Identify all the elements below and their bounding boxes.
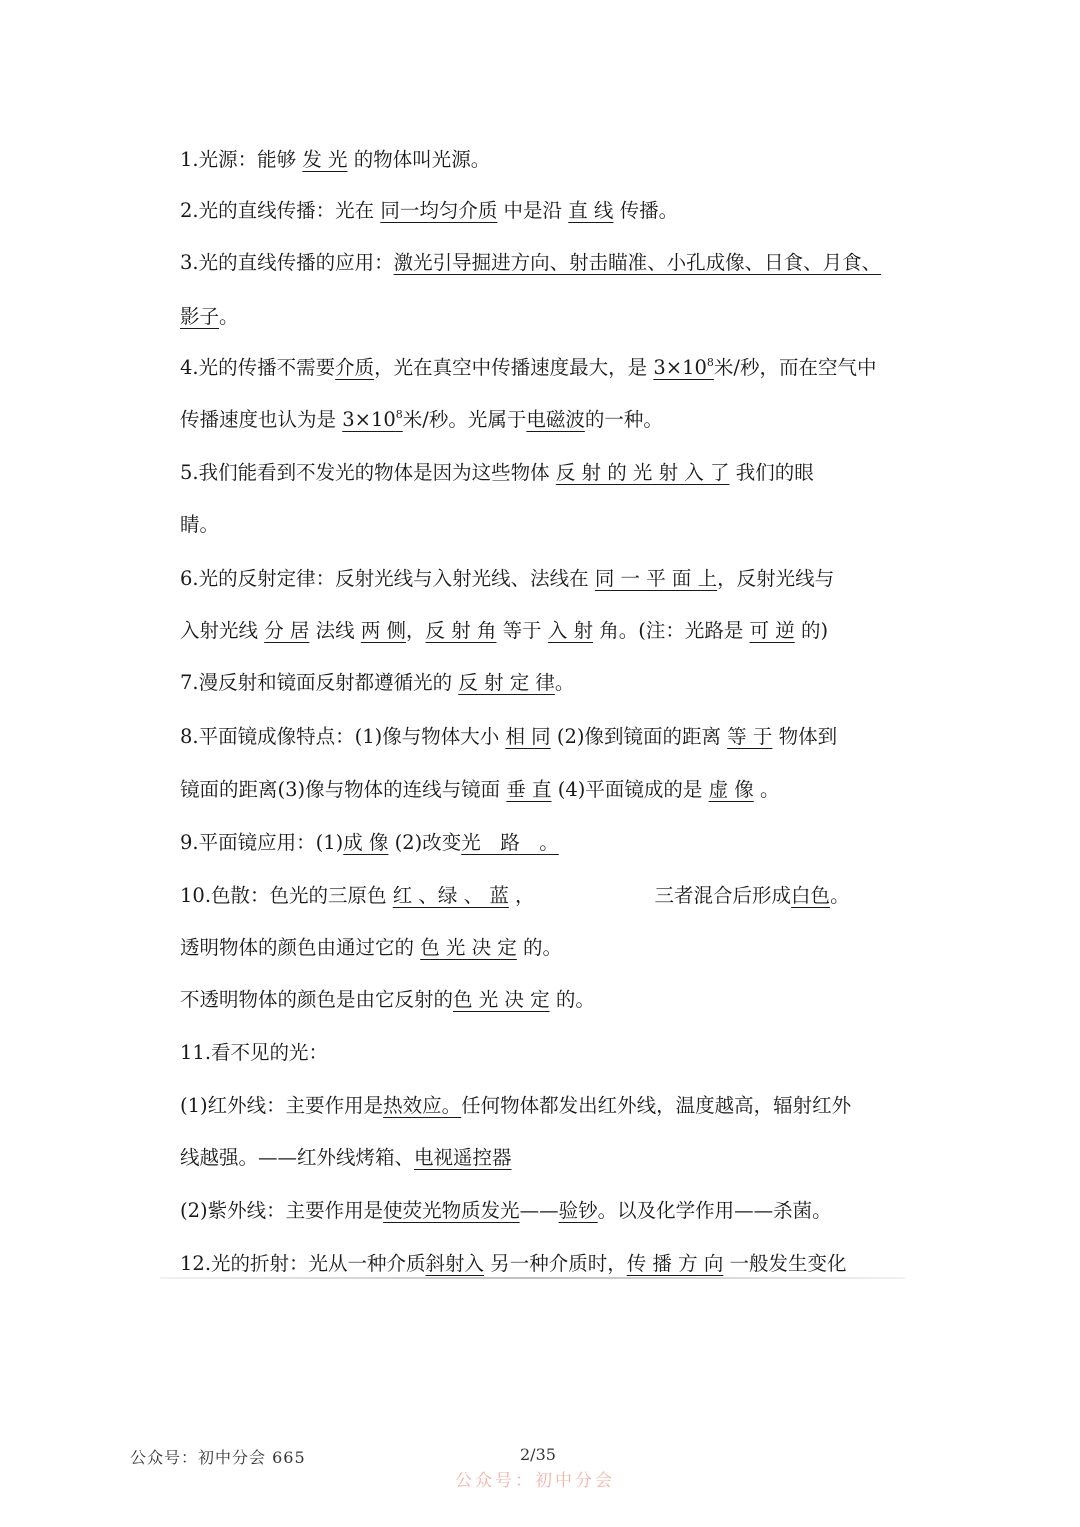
page-number: 2/35 xyxy=(520,1445,556,1464)
blank-answer: 垂 直 xyxy=(506,778,552,801)
blank-answer: 相 同 xyxy=(505,725,551,748)
item-3-cont: 影子。 xyxy=(180,305,239,328)
blank-answer: 红 、绿 、 蓝 xyxy=(392,884,509,907)
item-6-cont: 入射光线 分 居 法线 两 侧，反 射 角 等于 入 射 角。(注：光路是 可 逆 的) xyxy=(180,619,829,642)
blank-answer: 验钞 xyxy=(558,1199,598,1222)
blank-answer: 成 像 xyxy=(343,831,389,854)
blank-answer: 电磁波 xyxy=(526,408,585,431)
blank-answer: 影子 xyxy=(180,305,220,328)
item-5: 5.我们能看到不发光的物体是因为这些物体 反 射 的 光 射 入 了 我们的眼 xyxy=(180,461,814,484)
footer-account: 公众号：初中分会 665 xyxy=(130,1448,306,1467)
blank-answer: 介质 xyxy=(335,356,375,379)
item-9: 9.平面镜应用：(1)成 像 (2)改变光 路 。 xyxy=(180,831,559,854)
item-10-cont: 透明物体的颜色由通过它的 色 光 决 定 的。 xyxy=(180,936,563,959)
blank-answer: 热效应。 xyxy=(383,1094,462,1117)
blank-answer: 两 侧 xyxy=(360,619,407,642)
item-3: 3.光的直线传播的应用：激光引导掘进方向、射击瞄准、小孔成像、日食、月食、 xyxy=(180,251,882,274)
blank-answer: 反 射 角 xyxy=(425,619,497,642)
item-10-cont2: 不透明物体的颜色是由它反射的色 光 决 定 的。 xyxy=(180,988,595,1011)
blank-answer: 反 射 定 律 xyxy=(458,671,555,694)
blank-answer: 同一均匀介质 xyxy=(380,199,498,222)
blank-answer: 分 居 xyxy=(264,619,310,642)
item-11-infrared-cont: 线越强。——红外线烤箱、电视遥控器 xyxy=(180,1146,512,1169)
item-10: 10.色散：色光的三原色 红 、绿 、 蓝 ， 三者混合后形成白色。 xyxy=(180,884,850,907)
blank-answer: 发 光 xyxy=(302,148,348,171)
blank-answer: 白色 xyxy=(791,884,831,907)
blank-answer: $3\times 10^8$ xyxy=(342,408,403,431)
blank-answer: 等 于 xyxy=(727,725,773,748)
blank-answer: 入 射 xyxy=(547,619,594,642)
blank-answer: 色 光 决 定 xyxy=(420,936,517,959)
blank-answer: 色 光 决 定 xyxy=(453,988,550,1011)
blank-answer: 使荧光物质发光 xyxy=(383,1199,520,1222)
blank-answer: 反 射 的 光 射 入 了 xyxy=(555,461,730,484)
item-7: 7.漫反射和镜面反射都遵循光的 反 射 定 律。 xyxy=(180,671,575,694)
item-5-cont: 睛。 xyxy=(180,513,220,536)
blank-answer: 激光引导掘进方向、射击瞄准、小孔成像、日食、月食、 xyxy=(393,251,882,274)
item-2: 2.光的直线传播：光在 同一均匀介质 中是沿 直 线 传播。 xyxy=(180,199,679,222)
blank-answer: $3\times 10^8$ xyxy=(653,356,714,379)
page-cut-line xyxy=(160,1277,905,1279)
item-11: 11.看不见的光： xyxy=(180,1041,329,1064)
item-8: 8.平面镜成像特点：(1)像与物体大小 相 同 (2)像到镜面的距离 等 于 物体到 xyxy=(180,725,838,748)
item-11-infrared: (1)红外线：主要作用是热效应。任何物体都发出红外线，温度越高，辐射红外 xyxy=(180,1094,852,1117)
item-8-cont: 镜面的距离(3)像与物体的连线与镜面 垂 直 (4)平面镜成的是 虚 像 。 xyxy=(180,778,780,801)
item-4: 4.光的传播不需要介质，光在真空中传播速度最大，是 $3\times 10^8$米/秒，而在空气中 xyxy=(180,356,877,379)
blank-answer: 直 线 xyxy=(568,199,614,222)
blank-answer: 虚 像 xyxy=(708,778,754,801)
item-12: 12.光的折射：光从一种介质斜射入 另一种介质时，传 播 方 向 一般发生变化 xyxy=(180,1252,847,1275)
item-11-ultraviolet: (2)紫外线：主要作用是使荧光物质发光——验钞。以及化学作用——杀菌。 xyxy=(180,1199,832,1222)
item-1: 1.光源：能够 发 光 的物体叫光源。 xyxy=(180,148,491,171)
item-4-cont: 传播速度也认为是 $3\times 10^8$米/秒。光属于电磁波的一种。 xyxy=(180,408,663,431)
item-6: 6.光的反射定律：反射光线与入射光线、法线在 同 一 平 面 上，反射光线与 xyxy=(180,567,835,590)
blank-answer: 传 播 方 向 xyxy=(626,1252,724,1275)
blank-answer: 可 逆 xyxy=(749,619,795,642)
blank-answer: 光 路 。 xyxy=(461,831,559,854)
blank-answer: 同 一 平 面 上 xyxy=(594,567,718,590)
watermark: 公众号：初中分会 xyxy=(455,1471,615,1491)
blank-answer: 电视遥控器 xyxy=(414,1146,512,1169)
blank-answer: 斜射入 xyxy=(425,1252,485,1275)
